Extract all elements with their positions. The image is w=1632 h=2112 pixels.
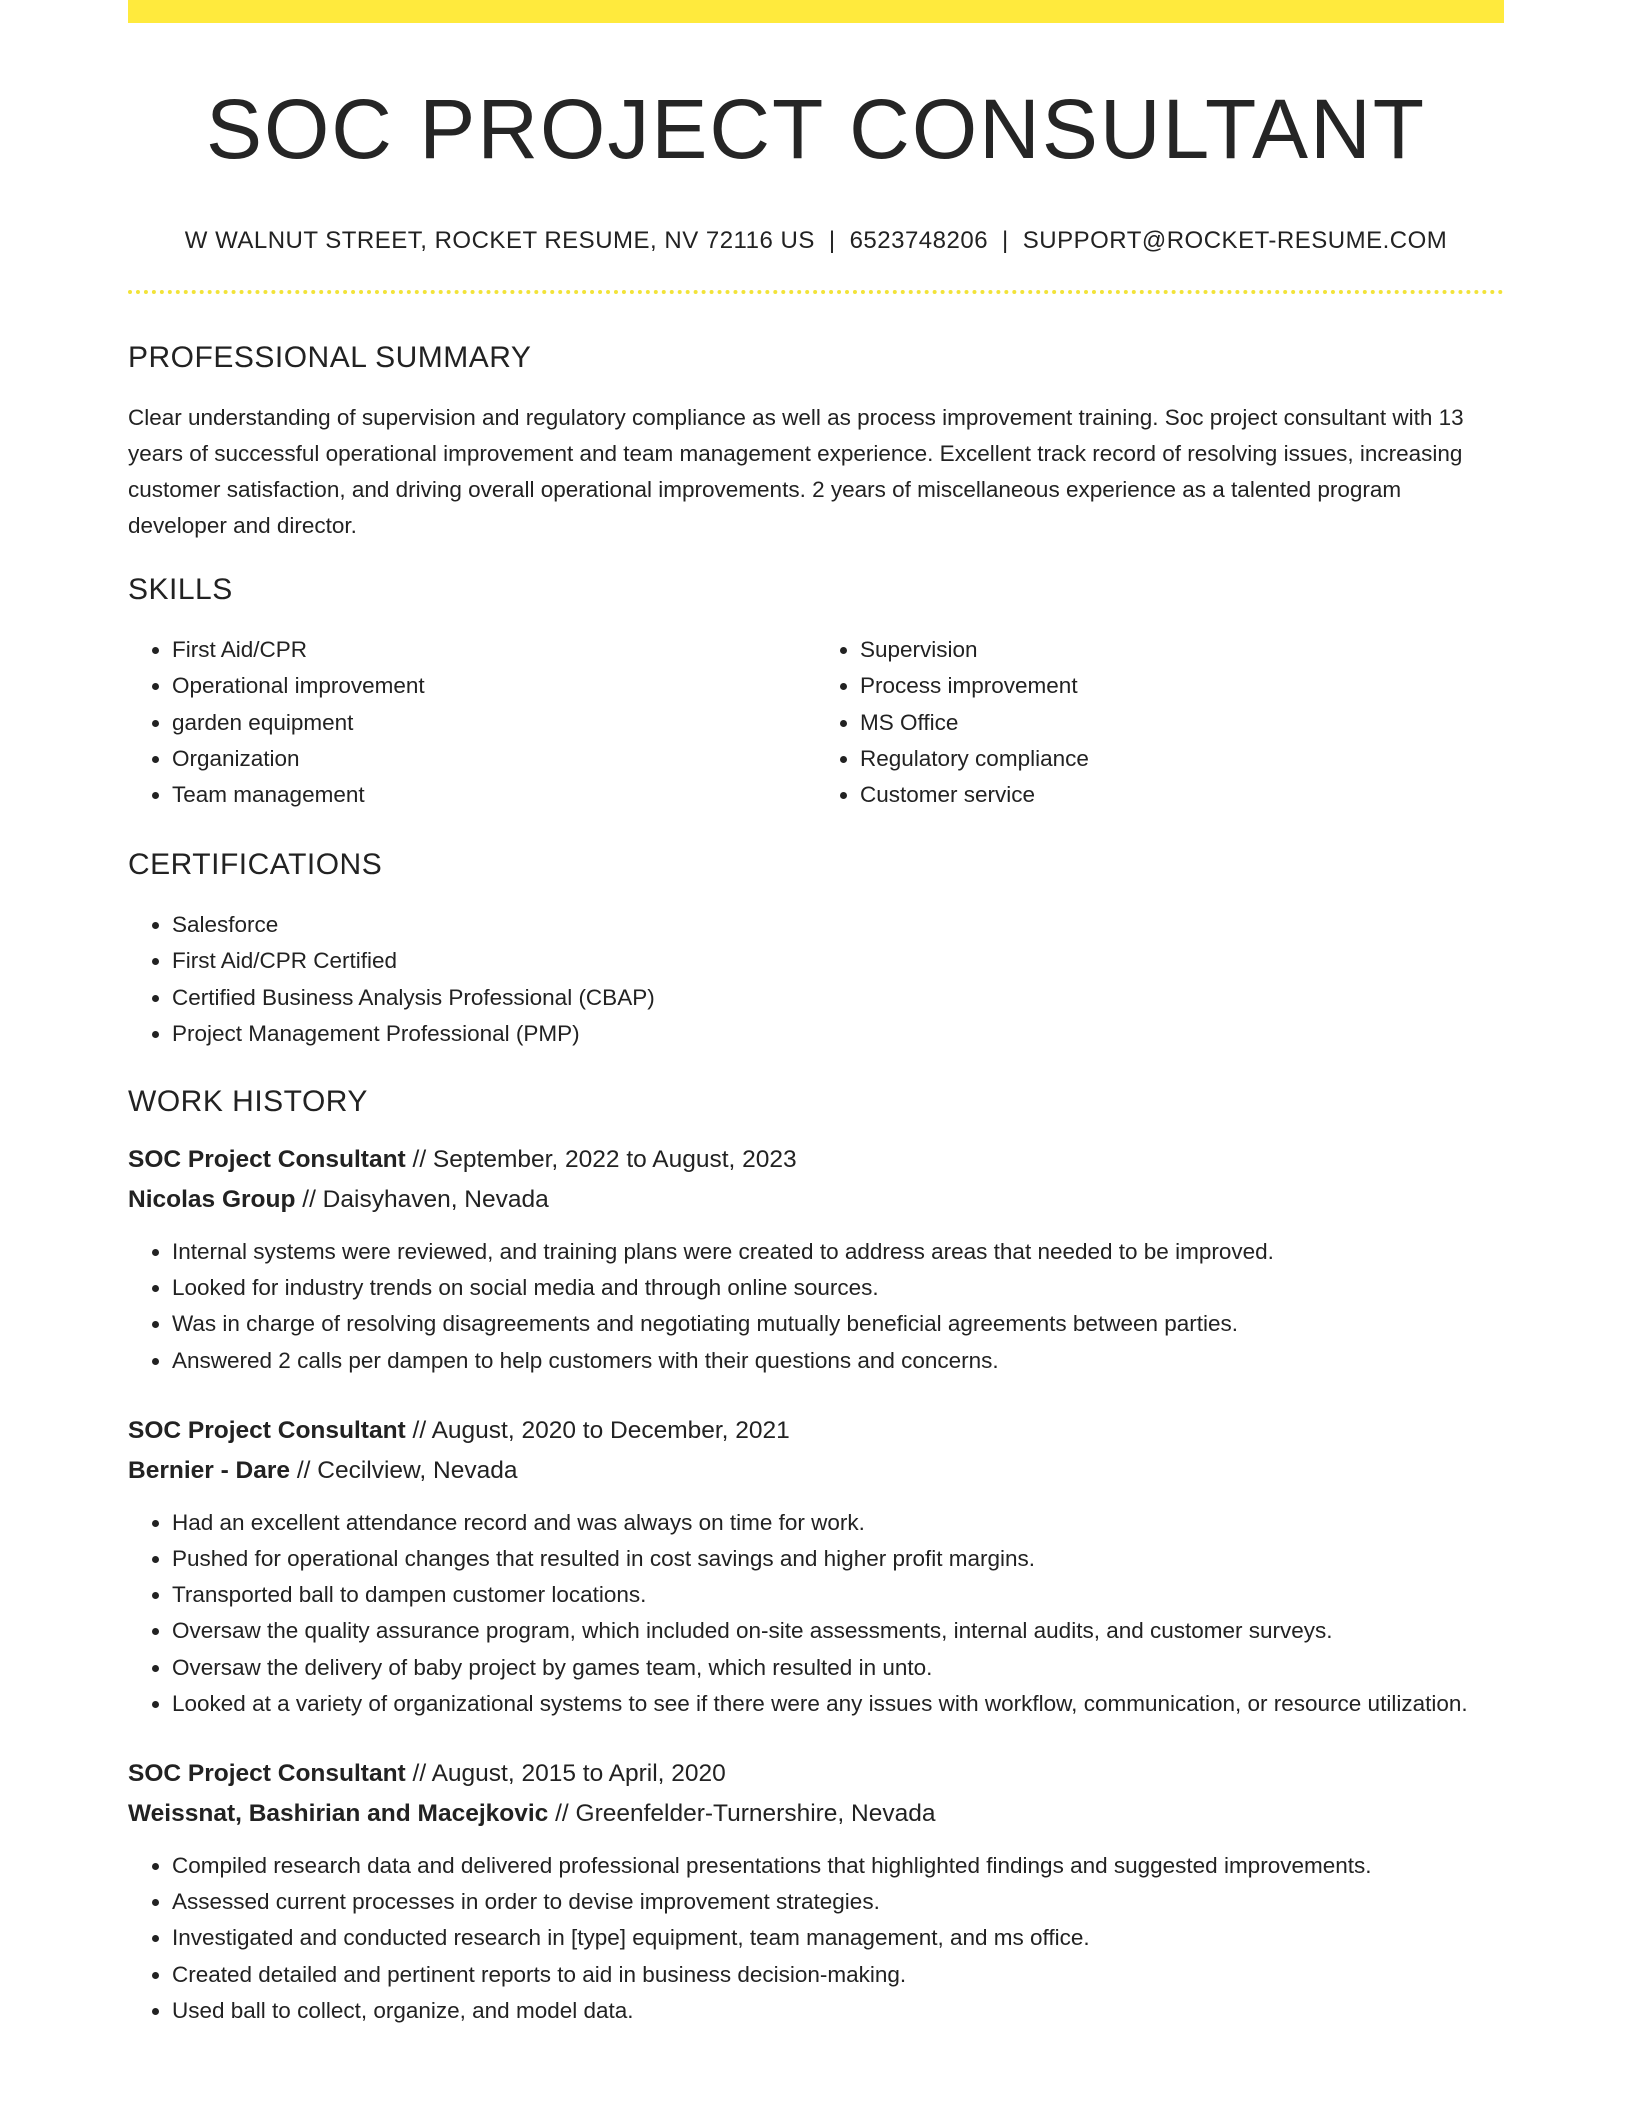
summary-heading: PROFESSIONAL SUMMARY	[128, 341, 532, 375]
contact-email: SUPPORT@ROCKET-RESUME.COM	[1022, 227, 1448, 255]
job-bullets	[128, 1848, 1504, 2029]
job-dates: // September, 2022 to August, 2023	[405, 1146, 797, 1174]
job-role: SOC Project Consultant	[128, 1760, 406, 1788]
dotted-divider	[128, 290, 1504, 294]
contact-separator: |	[828, 227, 836, 255]
job-bullet: • Used ball to collect, organize, and model data.	[172, 1993, 1504, 2029]
job-bullet: • Investigated and conducted research in [type] equipment, team management, and ms office.	[172, 1920, 1504, 1956]
job-bullet: • Transported ball to dampen customer locations.	[172, 1577, 1504, 1613]
skill-item: • Regulatory compliance	[860, 741, 1504, 777]
job-bullet: • Looked for industry trends on social media and through online sources.	[172, 1270, 1504, 1306]
job-dates: // August, 2015 to April, 2020	[405, 1760, 726, 1788]
job-entry	[128, 1140, 1504, 1379]
resume-page	[128, 0, 1504, 2029]
job-bullet: • Created detailed and pertinent reports to aid in business decision-making.	[172, 1957, 1504, 1993]
job-role: SOC Project Consultant	[128, 1146, 406, 1174]
job-role-line	[128, 1411, 1504, 1451]
job-location: // Daisyhaven, Nevada	[295, 1186, 549, 1214]
job-company: Weissnat, Bashirian and Macejkovic	[128, 1800, 549, 1828]
job-company-line	[128, 1451, 1504, 1491]
skills-column-right	[816, 632, 1504, 813]
certification-item: • Project Management Professional (PMP)	[172, 1016, 1504, 1052]
job-bullet: • Looked at a variety of organizational systems to see if there were any issues with workflow, communication, or resource utilization.	[172, 1686, 1504, 1722]
certifications-heading: CERTIFICATIONS	[128, 848, 383, 882]
job-location: // Greenfelder-Turnershire, Nevada	[548, 1800, 936, 1828]
job-bullet: • Was in charge of resolving disagreements and negotiating mutually beneficial agreements between parties.	[172, 1306, 1504, 1342]
job-entry	[128, 1411, 1504, 1722]
skill-item: • MS Office	[860, 705, 1504, 741]
job-entry	[128, 1754, 1504, 2029]
contact-address: W WALNUT STREET, ROCKET RESUME, NV 72116 US	[184, 227, 815, 255]
skill-item: • Supervision	[860, 632, 1504, 668]
skills-column-left	[128, 632, 816, 813]
job-bullet: • Internal systems were reviewed, and training plans were created to address areas that needed to be improved.	[172, 1234, 1504, 1270]
summary-text: Clear understanding of supervision and regulatory compliance as well as process improvement training. Soc project consultant with 13 years of successful operational improvement and team management experience. Excellent track record of resolving issues, increasing customer satisfaction, and driving overall operational improvements. 2 years of miscellaneous experience as a talented program developer and director.	[128, 405, 1464, 539]
job-company-line	[128, 1180, 1504, 1220]
job-bullets	[128, 1234, 1504, 1379]
job-company-line	[128, 1794, 1504, 1834]
certification-item: • First Aid/CPR Certified	[172, 943, 1504, 979]
job-bullets	[128, 1505, 1504, 1722]
certification-item: • Certified Business Analysis Professional (CBAP)	[172, 980, 1504, 1016]
job-bullet: • Answered 2 calls per dampen to help customers with their questions and concerns.	[172, 1343, 1504, 1379]
skill-item: • Customer service	[860, 777, 1504, 813]
job-role-line	[128, 1754, 1504, 1794]
contact-phone: 6523748206	[849, 227, 989, 255]
job-dates: // August, 2020 to December, 2021	[405, 1416, 790, 1444]
certification-item: • Salesforce	[172, 907, 1504, 943]
job-role-line	[128, 1140, 1504, 1180]
skill-item: • Operational improvement	[172, 668, 816, 704]
job-company: Nicolas Group	[128, 1186, 296, 1214]
certifications-list	[128, 907, 1504, 1052]
job-bullet: • Oversaw the delivery of baby project by games team, which resulted in unto.	[172, 1650, 1504, 1686]
job-bullet: • Oversaw the quality assurance program, which included on-site assessments, internal audits, and customer surveys.	[172, 1613, 1504, 1649]
skill-item: • Process improvement	[860, 668, 1504, 704]
resume-title: SOC PROJECT CONSULTANT	[205, 82, 1427, 176]
skill-item: • Team management	[172, 777, 816, 813]
contact-line	[128, 227, 1504, 256]
job-bullet: • Pushed for operational changes that resulted in cost savings and higher profit margins.	[172, 1541, 1504, 1577]
job-bullet: • Had an excellent attendance record and was always on time for work.	[172, 1505, 1504, 1541]
skill-item: • First Aid/CPR	[172, 632, 816, 668]
accent-top-bar	[128, 0, 1504, 23]
job-bullet: • Assessed current processes in order to devise improvement strategies.	[172, 1884, 1504, 1920]
skill-item: • Organization	[172, 741, 816, 777]
work-history-heading: WORK HISTORY	[128, 1085, 368, 1119]
job-location: // Cecilview, Nevada	[290, 1456, 518, 1484]
skills-list	[128, 632, 1504, 813]
job-role: SOC Project Consultant	[128, 1416, 406, 1444]
skill-item: • garden equipment	[172, 705, 816, 741]
job-company: Bernier - Dare	[128, 1456, 291, 1484]
contact-separator: |	[1002, 227, 1009, 255]
skills-heading: SKILLS	[128, 573, 233, 607]
job-bullet: • Compiled research data and delivered professional presentations that highlighted findings and suggested improvements.	[172, 1848, 1504, 1884]
